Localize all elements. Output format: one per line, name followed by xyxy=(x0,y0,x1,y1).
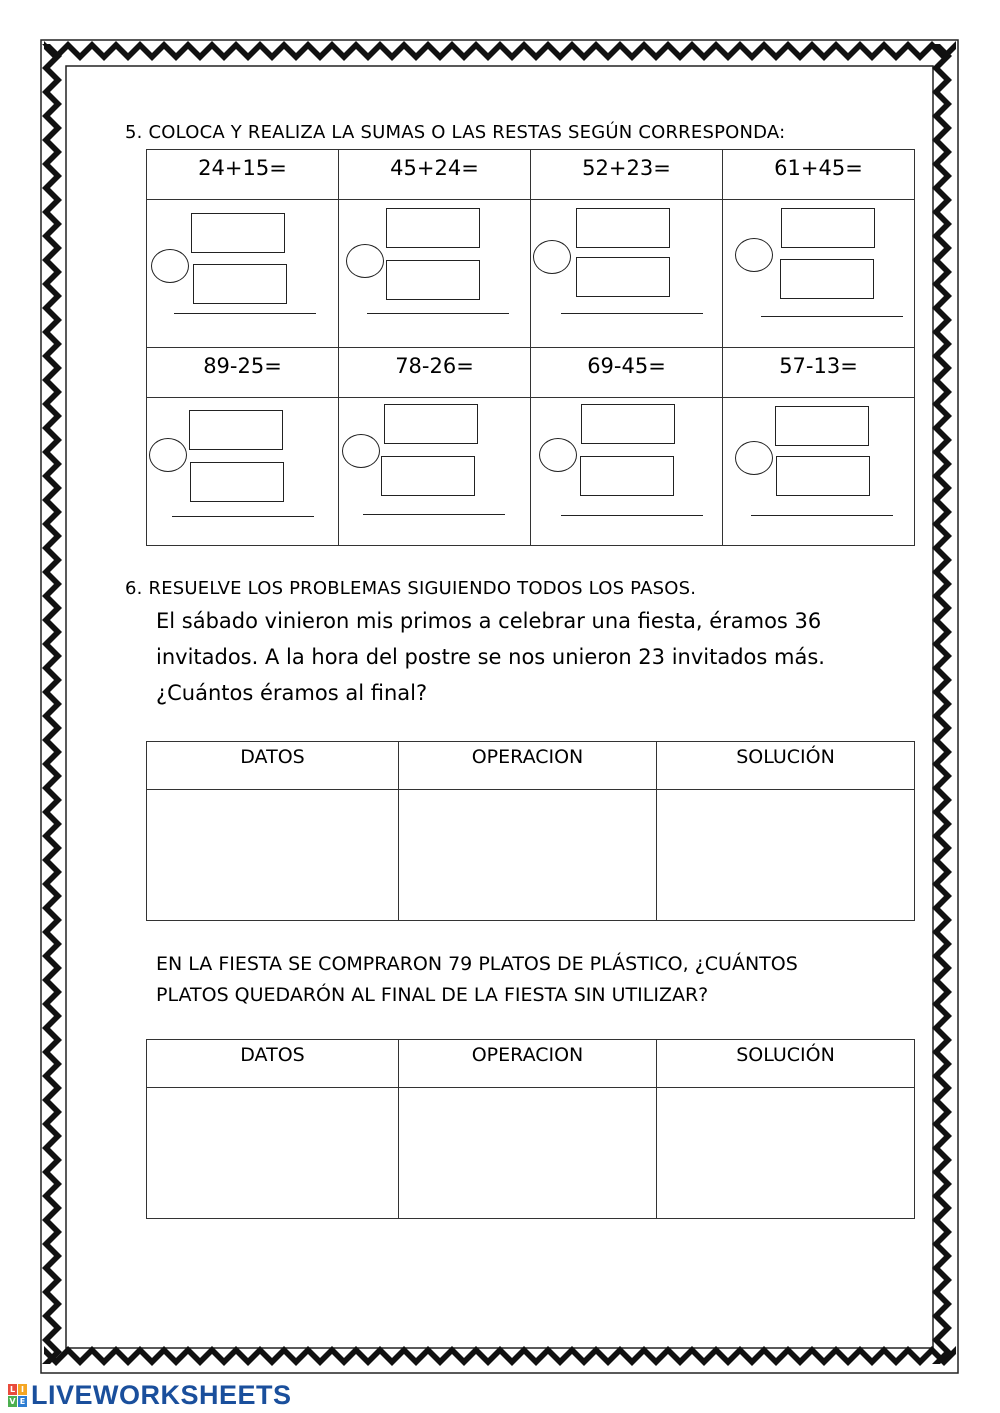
problem-2-line: EN LA FIESTA SE COMPRARON 79 PLATOS DE PLÁSTICO, ¿CUÁNTOS xyxy=(156,953,798,975)
datos-header: DATOS xyxy=(147,1040,399,1088)
solucion-answer-cell[interactable] xyxy=(657,790,915,921)
sign-circle[interactable] xyxy=(735,441,773,475)
work-cell xyxy=(531,200,723,348)
work-cell xyxy=(339,200,531,348)
work-cell xyxy=(147,398,339,546)
problem-2-answer-table xyxy=(146,1039,915,1219)
logo-mark-letter: V xyxy=(9,1396,16,1406)
sign-circle[interactable] xyxy=(539,438,577,472)
solucion-answer-cell[interactable] xyxy=(657,1088,915,1219)
datos-answer-cell[interactable] xyxy=(147,1088,399,1219)
problem-1-text xyxy=(156,603,825,711)
sign-circle[interactable] xyxy=(735,238,773,272)
result-line xyxy=(172,516,314,517)
operation-label: 78-26= xyxy=(339,348,531,398)
operacion-answer-cell[interactable] xyxy=(399,790,657,921)
answer-box-bottom[interactable] xyxy=(386,260,480,300)
datos-answer-cell[interactable] xyxy=(147,790,399,921)
problem-1-line: invitados. A la hora del postre se nos unieron 23 invitados más. xyxy=(156,645,825,669)
liveworksheets-brand-text: LIVEWORKSHEETS xyxy=(31,1379,292,1410)
answer-box-top[interactable] xyxy=(386,208,480,248)
work-cell xyxy=(147,200,339,348)
liveworksheets-logo[interactable] xyxy=(8,1381,292,1409)
work-cell xyxy=(723,200,915,348)
operacion-header: OPERACION xyxy=(399,742,657,790)
answer-box-bottom[interactable] xyxy=(193,264,287,304)
result-line xyxy=(363,514,505,515)
sign-circle[interactable] xyxy=(151,249,189,283)
result-line xyxy=(761,316,903,317)
operation-label: 61+45= xyxy=(723,150,915,200)
result-line xyxy=(561,313,703,314)
operation-label: 52+23= xyxy=(531,150,723,200)
operations-table xyxy=(146,149,915,546)
result-line xyxy=(174,313,316,314)
problem-1-answer-table xyxy=(146,741,915,921)
operation-label: 57-13= xyxy=(723,348,915,398)
operation-label: 89-25= xyxy=(147,348,339,398)
answer-box-bottom[interactable] xyxy=(580,456,674,496)
result-line xyxy=(367,313,509,314)
work-cell xyxy=(723,398,915,546)
answer-box-top[interactable] xyxy=(581,404,675,444)
answer-box-bottom[interactable] xyxy=(576,257,670,297)
problem-1-line: El sábado vinieron mis primos a celebrar una fiesta, éramos 36 xyxy=(156,609,822,633)
problem-2-line: PLATOS QUEDARÓN AL FINAL DE LA FIESTA SIN UTILIZAR? xyxy=(156,984,709,1006)
sign-circle[interactable] xyxy=(149,438,187,472)
operation-label: 24+15= xyxy=(147,150,339,200)
problem-2-text xyxy=(156,949,798,1011)
sign-circle[interactable] xyxy=(342,434,380,468)
problem-1-line: ¿Cuántos éramos al final? xyxy=(156,681,428,705)
answer-box-bottom[interactable] xyxy=(381,456,475,496)
logo-mark-letter: I xyxy=(18,1384,27,1395)
logo-mark-letter: E xyxy=(19,1396,26,1406)
result-line xyxy=(561,515,703,516)
sign-circle[interactable] xyxy=(346,244,384,278)
answer-box-top[interactable] xyxy=(191,213,285,253)
answer-box-bottom[interactable] xyxy=(190,462,284,502)
operacion-header: OPERACION xyxy=(399,1040,657,1088)
operation-label: 69-45= xyxy=(531,348,723,398)
operacion-answer-cell[interactable] xyxy=(399,1088,657,1219)
sign-circle[interactable] xyxy=(533,240,571,274)
result-line xyxy=(751,515,893,516)
section-5-heading: 5. COLOCA Y REALIZA LA SUMAS O LAS RESTAS SEGÚN CORRESPONDA: xyxy=(125,122,786,143)
answer-box-top[interactable] xyxy=(775,406,869,446)
answer-box-top[interactable] xyxy=(781,208,875,248)
solucion-header: SOLUCIÓN xyxy=(657,742,915,790)
solucion-header: SOLUCIÓN xyxy=(657,1040,915,1088)
answer-box-bottom[interactable] xyxy=(776,456,870,496)
operation-label: 45+24= xyxy=(339,150,531,200)
answer-box-top[interactable] xyxy=(189,410,283,450)
logo-mark-letter: L xyxy=(9,1384,16,1394)
answer-box-top[interactable] xyxy=(576,208,670,248)
work-cell xyxy=(339,398,531,546)
liveworksheets-logo-icon xyxy=(8,1384,27,1407)
section-6-heading: 6. RESUELVE LOS PROBLEMAS SIGUIENDO TODOS LOS PASOS. xyxy=(125,578,697,599)
answer-box-bottom[interactable] xyxy=(780,259,874,299)
datos-header: DATOS xyxy=(147,742,399,790)
work-cell xyxy=(531,398,723,546)
answer-box-top[interactable] xyxy=(384,404,478,444)
